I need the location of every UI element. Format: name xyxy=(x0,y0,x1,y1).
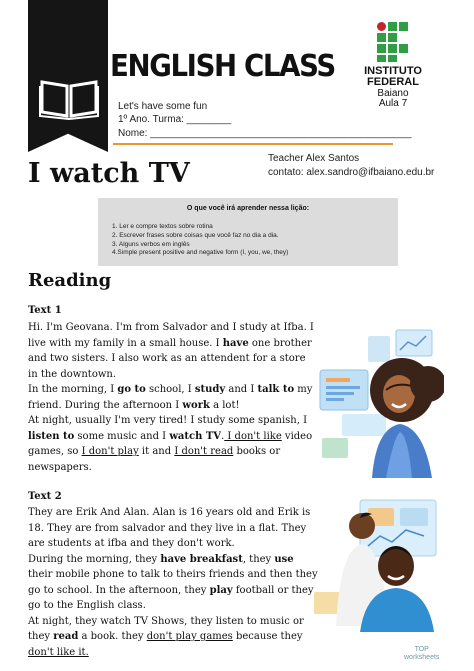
institute-campus: Baiano xyxy=(377,88,409,99)
text2-body xyxy=(28,505,318,660)
institute-sub xyxy=(350,89,436,109)
verb-work: work xyxy=(182,399,210,411)
institute-name xyxy=(350,66,436,88)
open-book-icon xyxy=(38,76,100,120)
verb-read: read xyxy=(53,631,79,642)
turma-field: 1º Ano. Turma: ________ xyxy=(118,114,232,125)
text-span: At night, they watch TV Shows, they listen to music or they xyxy=(28,615,304,642)
verb-talk-to: talk to xyxy=(257,384,295,395)
text-span: school, I xyxy=(145,384,195,395)
verb-play: play xyxy=(209,584,233,596)
objectives-title: O que você irá aprender nessa lição: xyxy=(186,205,310,212)
text-span: my friend. During the afternoon I xyxy=(28,384,313,411)
institute-logo-icon xyxy=(377,22,409,62)
brand-line2: worksheets xyxy=(404,654,440,661)
text-span: it and xyxy=(138,446,175,457)
text-span: At night, usually I'm very tired! I study some spanish, I xyxy=(28,415,308,426)
negative-dont-like-it: don't like it. xyxy=(28,646,89,658)
brand-watermark xyxy=(404,646,439,662)
teacher-contact: contato: alex.sandro@ifbaiano.edu.br xyxy=(268,167,435,178)
text-span: books or newspapers. xyxy=(28,446,281,473)
text-span: video games, so xyxy=(28,430,313,457)
text1-heading: Text 1 xyxy=(28,305,62,316)
objective-item: 1. Ler e compre textos sobre rotina xyxy=(112,223,213,230)
girl-illustration xyxy=(316,328,444,478)
verb-study: study xyxy=(194,384,226,395)
teacher-name: Teacher Alex Santos xyxy=(268,153,360,164)
negative-dont-play: I don't play xyxy=(81,446,139,457)
verb-watch-tv: watch TV xyxy=(169,430,222,442)
text-span: They are Erik And Alan. Alan is 16 years old and Erik is 18. They are from salvador and they live in a flat. They are students at ifba and they don't work. xyxy=(28,507,311,549)
text-span: . xyxy=(221,430,225,442)
text-span: a book. they xyxy=(78,631,147,642)
orange-divider xyxy=(113,143,393,145)
text-span: Hi. I'm Geovana. I'm from Salvador and I study at Ifba. I live with my family in a small house. I xyxy=(28,322,314,349)
verb-go-to: go to xyxy=(117,384,146,395)
negative-dont-like: I don't like xyxy=(224,430,282,442)
text-span: because they xyxy=(232,631,303,642)
text-span: one brother and two sisters. I also work as an attendent for a store in the downtown. xyxy=(28,337,312,380)
verb-use: use xyxy=(274,553,294,565)
text-span: some music and I xyxy=(74,430,170,442)
text-span: , they xyxy=(242,553,275,565)
objective-item: 4.Simple present positive and negative form (I, you, we, they) xyxy=(112,249,289,257)
negative-dont-play-games: don't play games xyxy=(146,631,233,642)
nome-field: Nome: _______________________________________________ xyxy=(118,128,412,139)
text-span: During the morning, they xyxy=(28,553,161,565)
verb-have: have xyxy=(222,337,249,349)
text-span: In the morning, I xyxy=(28,384,118,395)
text-span: their mobile phone to talk to theirs friends and then they go to school. In the afternoon, they xyxy=(28,569,318,596)
negative-dont-read: I don't read xyxy=(174,446,234,457)
lesson-title: I watch TV xyxy=(28,158,190,189)
text2-heading: Text 2 xyxy=(28,491,62,502)
institute-name-line2: FEDERAL xyxy=(367,76,419,88)
boys-illustration xyxy=(300,496,440,632)
subtitle: Let's have some fun xyxy=(118,101,208,112)
text1-body xyxy=(28,320,318,475)
objectives-list xyxy=(112,223,392,258)
institute-name-line1: INSTITUTO xyxy=(364,65,422,77)
class-title: ENGLISH CLASS xyxy=(110,49,335,84)
text-span: and I xyxy=(225,384,258,395)
text-span: a lot! xyxy=(209,399,240,411)
reading-heading: Reading xyxy=(28,270,112,291)
objective-item: 3. Alguns verbos em inglês xyxy=(112,240,190,248)
verb-have-breakfast: have breakfast xyxy=(160,553,243,565)
verb-listen-to: listen to xyxy=(28,430,75,442)
text-span: football or they go to the English class. xyxy=(28,584,314,611)
brand-line1: TOP xyxy=(414,646,429,653)
objective-item: 2. Escrever frases sobre coisas que você faz no dia a dia. xyxy=(112,231,279,239)
lesson-number: Aula 7 xyxy=(378,98,408,109)
